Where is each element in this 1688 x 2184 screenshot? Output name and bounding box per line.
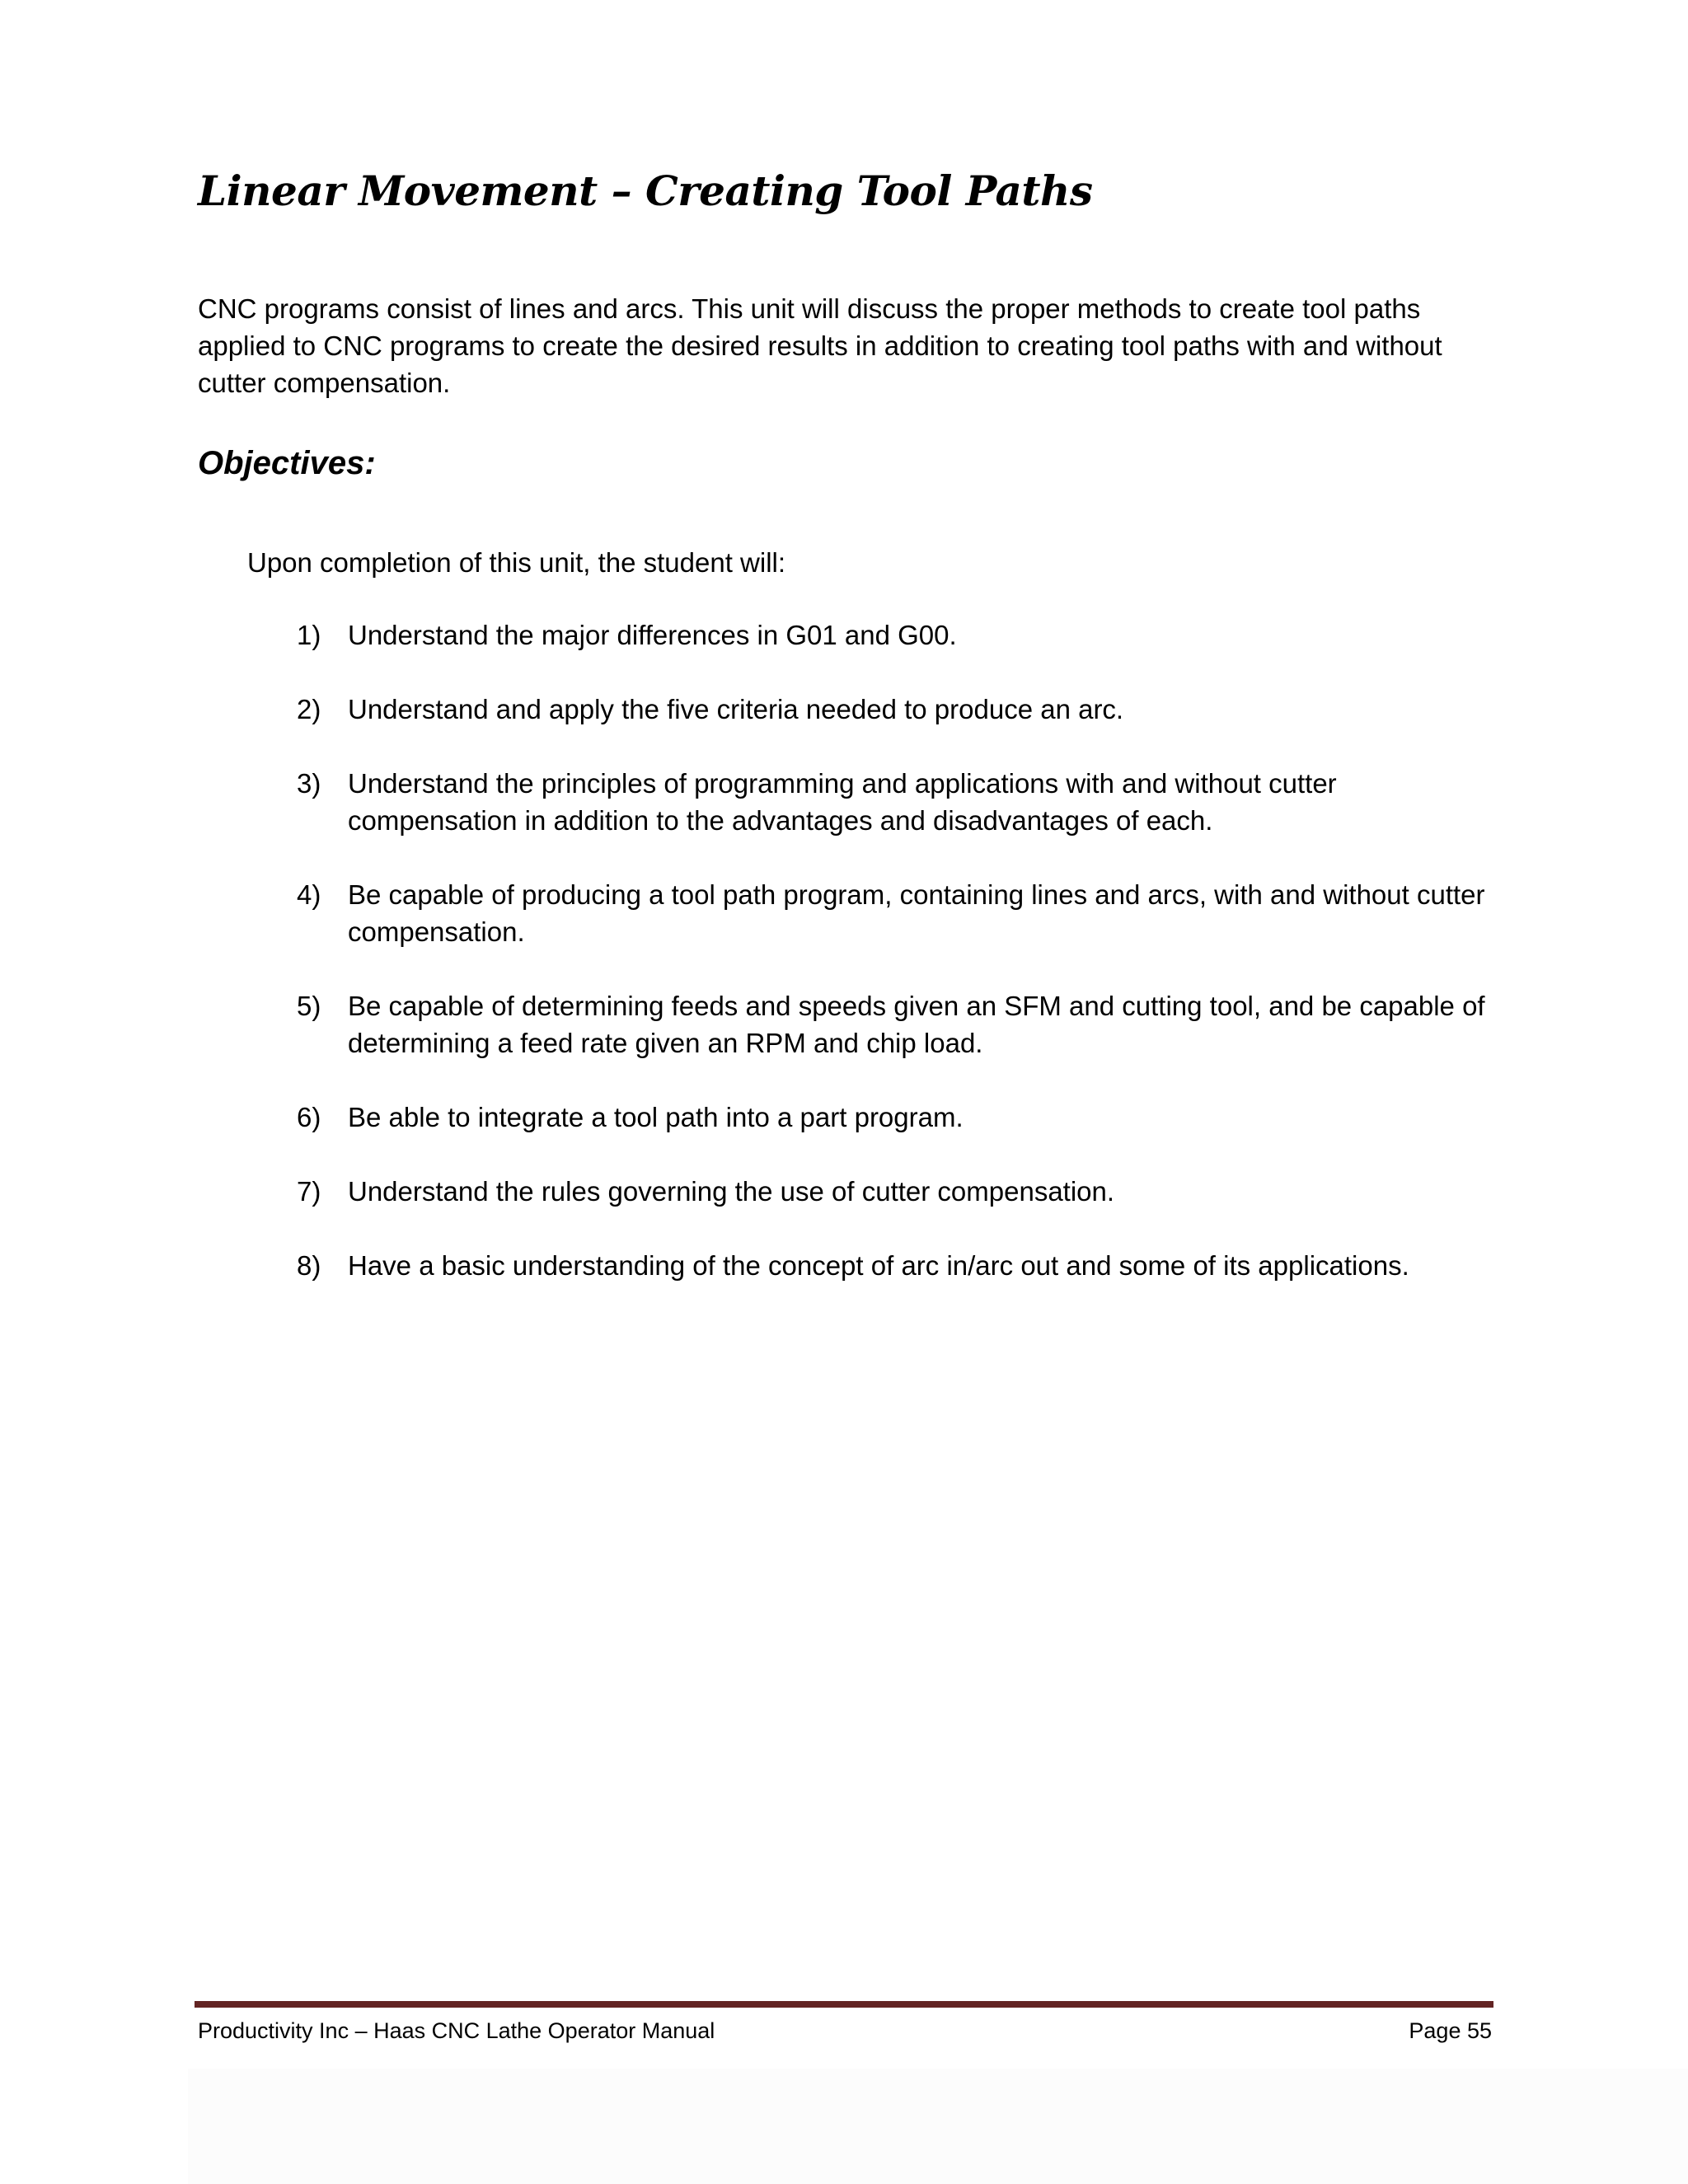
page-bottom-band xyxy=(188,2069,1688,2184)
objective-item xyxy=(297,1247,1500,1284)
objective-text: Understand the rules governing the use of cutter compensation. xyxy=(348,1176,1115,1207)
objective-item xyxy=(297,616,1500,654)
objective-text: Be capable of determining feeds and speeds given an SFM and cutting tool, and be capable of determining a feed rate given an RPM and chip load. xyxy=(348,991,1485,1058)
intro-paragraph: CNC programs consist of lines and arcs. This unit will discuss the proper methods to create tool paths applied to CNC programs to create the desired results in addition to creating tool paths with and without cutter compensation. xyxy=(198,293,1442,398)
objective-item xyxy=(297,987,1500,1062)
footer-rule xyxy=(195,2001,1493,2008)
objective-number: 6) xyxy=(297,1102,321,1132)
page-title: Linear Movement – Creating Tool Paths xyxy=(198,166,1093,215)
objective-item xyxy=(297,1099,1500,1136)
objective-number: 5) xyxy=(297,991,321,1021)
objective-number: 3) xyxy=(297,768,321,799)
objective-number: 2) xyxy=(297,694,321,724)
objective-item xyxy=(297,876,1500,950)
footer-page-number: Page 55 xyxy=(1409,2018,1492,2043)
objective-text: Understand and apply the five criteria needed to produce an arc. xyxy=(348,694,1124,724)
objective-text: Be able to integrate a tool path into a part program. xyxy=(348,1102,964,1132)
objective-number: 1) xyxy=(297,620,321,650)
objective-item xyxy=(297,691,1500,728)
objectives-lead-in: Upon completion of this unit, the student will: xyxy=(247,547,786,578)
objectives-heading: Objectives: xyxy=(198,445,376,481)
objective-item xyxy=(297,1173,1500,1210)
objective-number: 4) xyxy=(297,879,321,910)
objective-text: Be capable of producing a tool path program, containing lines and arcs, with and without cutter compensation. xyxy=(348,879,1485,947)
objective-text: Have a basic understanding of the concept of arc in/arc out and some of its applications. xyxy=(348,1250,1409,1281)
objective-number: 7) xyxy=(297,1176,321,1207)
objective-number: 8) xyxy=(297,1250,321,1281)
objective-text: Understand the major differences in G01 and G00. xyxy=(348,620,957,650)
page-footer xyxy=(198,2016,1492,2046)
objective-text: Understand the principles of programming and applications with and without cutter compensation in addition to the advantages and disadvantages of each. xyxy=(348,768,1337,836)
objective-item xyxy=(297,765,1500,839)
objectives-list xyxy=(297,616,1500,1321)
footer-document-title: Productivity Inc – Haas CNC Lathe Operator Manual xyxy=(198,2018,715,2043)
